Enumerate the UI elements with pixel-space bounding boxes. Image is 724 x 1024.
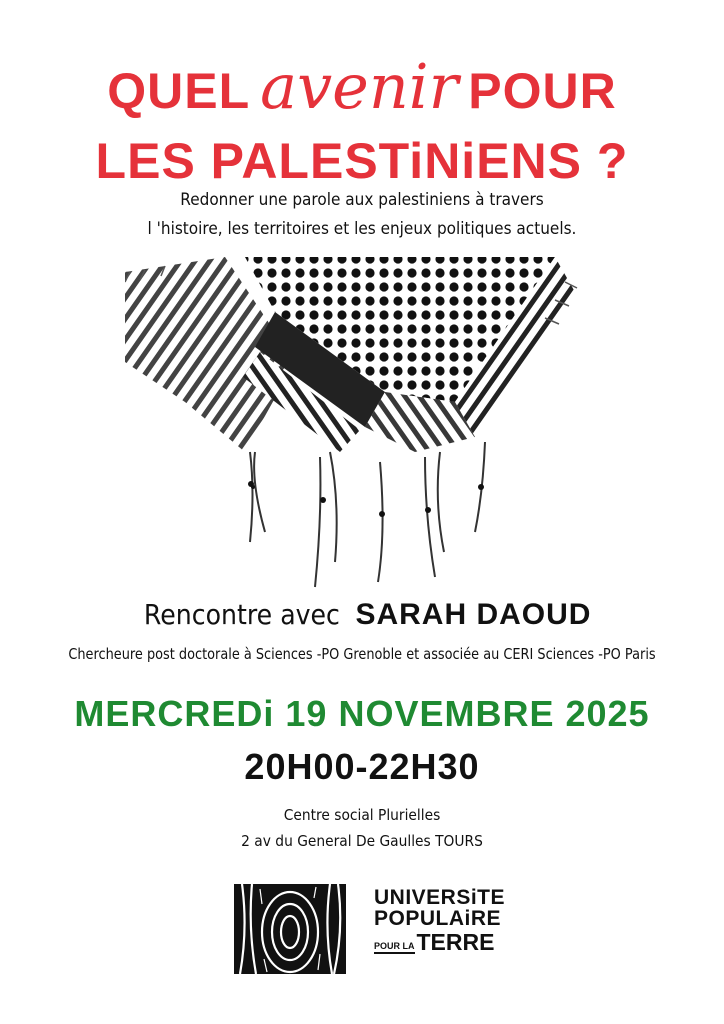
- venue-address: 2 av du General De Gaulles TOURS: [241, 832, 483, 850]
- logo-line-2: POPULAiRE: [374, 907, 502, 930]
- logo-small-text: POUR LA: [374, 942, 415, 954]
- logo-big-text: TERRE: [416, 929, 495, 955]
- subtitle-line-1: Redonner une parole aux palestiniens à travers: [180, 190, 544, 210]
- venue-name: Centre social Plurielles: [283, 806, 441, 824]
- speaker-name: SARAH DAOUD: [355, 598, 592, 631]
- subtitle-line-2: l 'histoire, les territoires et les enjeux politiques actuels.: [147, 219, 577, 239]
- event-date: MERCREDi 19 NOVEMBRE 2025: [74, 693, 650, 734]
- event-time: 20H00-22H30: [244, 746, 480, 787]
- keffiyeh-image: [125, 252, 585, 592]
- title-word-pour: POUR: [468, 63, 617, 119]
- title-line-2: LES PALESTiNiENS ?: [95, 133, 629, 189]
- speaker-affiliation: Chercheure post doctorale à Sciences -PO Grenoble et associée au CERI Sciences -PO Paris: [68, 645, 656, 663]
- title-word-avenir: avenir: [260, 50, 459, 123]
- logo-line-1: UNIVERSiTE: [374, 886, 506, 909]
- universite-populaire-logo: [374, 887, 504, 954]
- speaker-intro: Rencontre avec: [143, 598, 340, 631]
- speaker-line: [0, 598, 724, 632]
- wood-grain-logo-icon: [234, 884, 346, 974]
- title-line-1: [0, 50, 724, 123]
- logo-line-3: [374, 931, 504, 954]
- title-word-quel: QUEL: [107, 63, 251, 119]
